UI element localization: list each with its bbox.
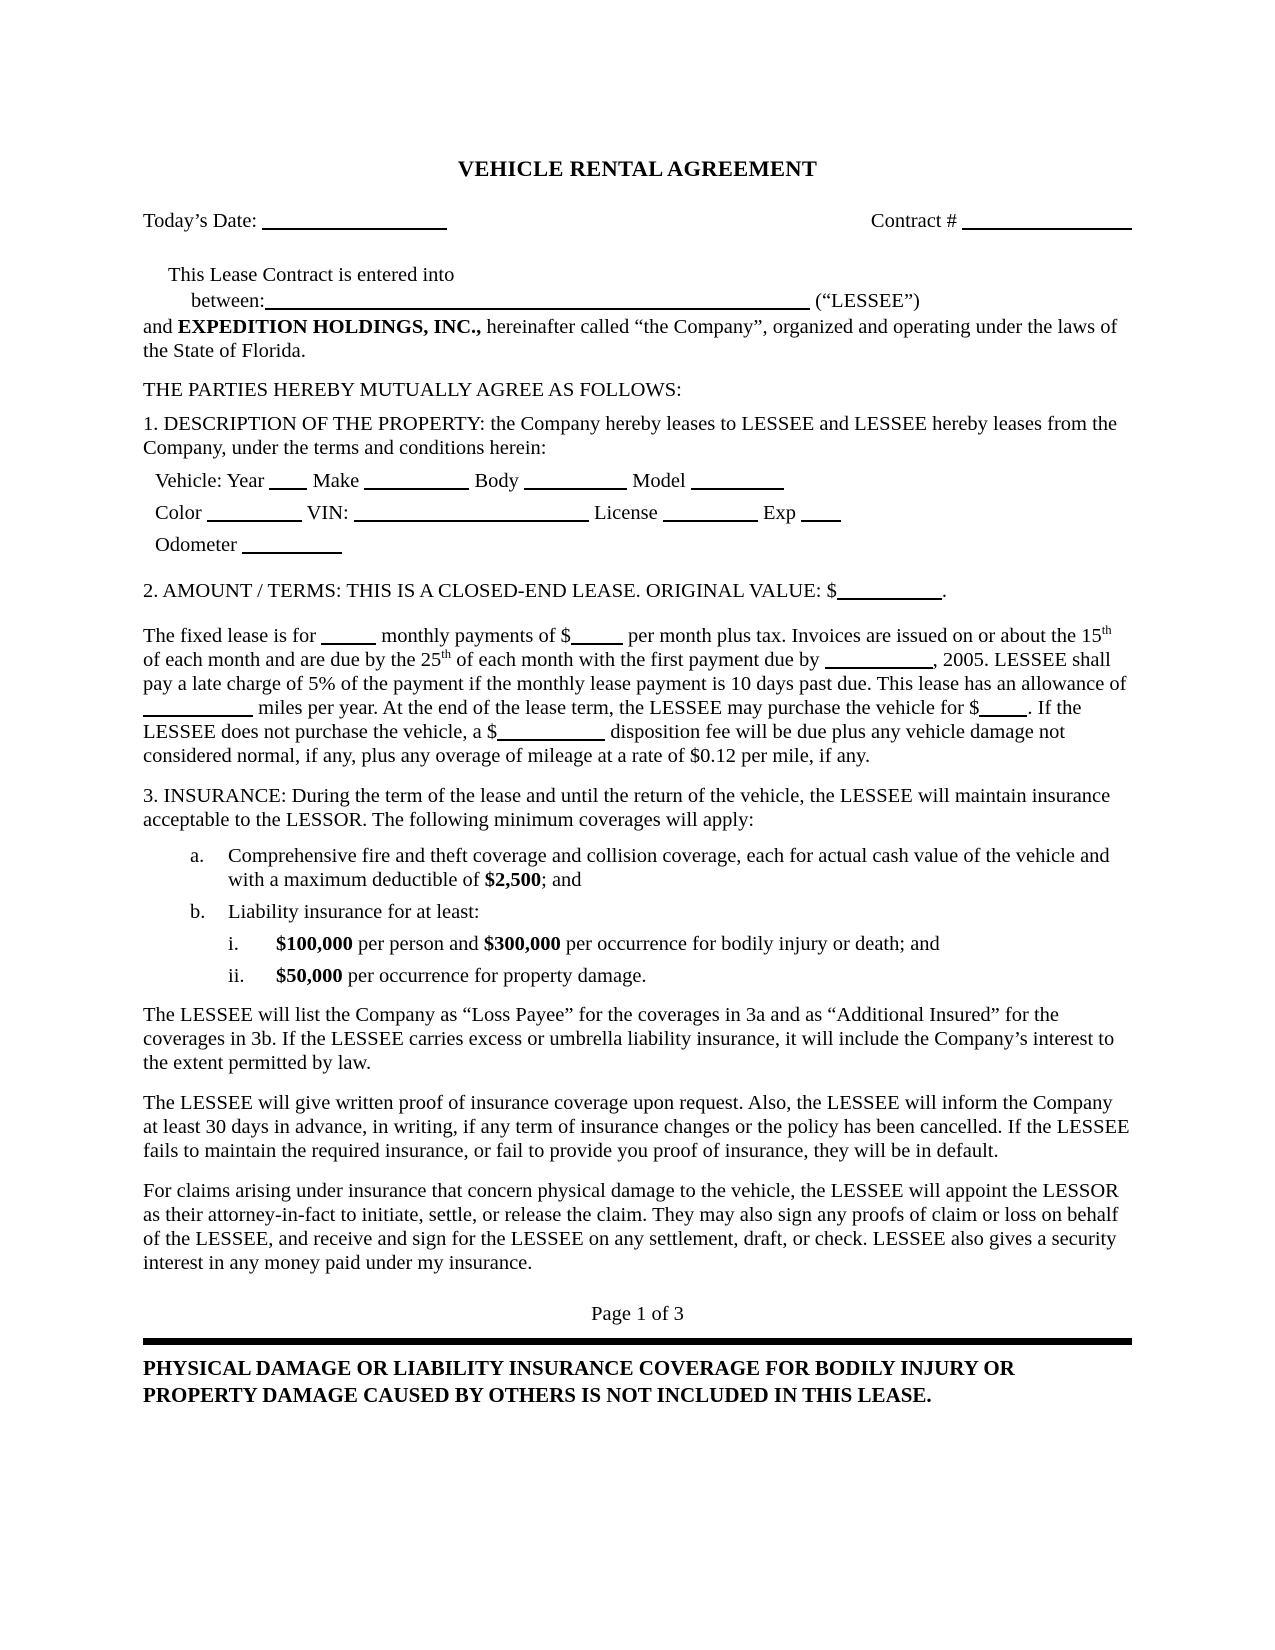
document-title: VEHICLE RENTAL AGREEMENT [457, 156, 818, 181]
text-run: . If the LESSEE does not purchase the vehicle, a $ [143, 697, 1082, 743]
today-date-label: Today’s Date: [143, 210, 258, 232]
page-number-indicator: Page 1 of 3 [591, 1303, 684, 1325]
fill-in-blank [497, 727, 605, 741]
text-run: between: [191, 290, 265, 312]
color-vin-fields-line [155, 501, 1132, 525]
text-run: ; and [541, 869, 582, 891]
list-item-a-marker: a. [190, 845, 205, 867]
text-run: of each month with the first payment due by [451, 649, 825, 671]
list-item-a-text [228, 844, 1132, 892]
fill-in-blank [207, 508, 302, 522]
header-row [143, 209, 1132, 233]
proof-of-insurance-paragraph: The LESSEE will give written proof of insurance coverage upon request. Also, the LESSEE will inform the Company at least 30 days in advance, in writing, if any term of insurance changes or the policy has been cancelled. If the LESSEE fails to maintain the required insurance, or fail to provide you proof of insurance, they will be in default. [143, 1092, 1130, 1162]
fill-in-blank [242, 540, 342, 554]
text-run: per person and [352, 933, 484, 955]
contract-number-label: Contract # [870, 210, 957, 232]
footer-notice-text: PHYSICAL DAMAGE OR LIABILITY INSURANCE COVERAGE FOR BODILY INJURY OR PROPERTY DAMAGE CAUSED BY OTHERS IS NOT INCLUDED IN THIS LEASE. [143, 1356, 1015, 1407]
list-indent [143, 932, 228, 956]
text-run: Odometer [155, 534, 243, 556]
fill-in-blank [663, 508, 758, 522]
odometer-field-line [155, 533, 1132, 557]
text-run: hereinafter called “the Company”, organized and operating under the laws of the State of Florida. [143, 316, 1118, 362]
list-indent [143, 900, 190, 924]
text-run: (“LESSEE”) [810, 290, 920, 312]
text-run: Liability insurance for at least: [228, 901, 480, 923]
text-run: per month plus tax. Invoices are issued on or about the 15 [622, 625, 1102, 647]
superscript-text: th [1101, 623, 1112, 638]
list-item-ii-marker: ii. [228, 965, 245, 987]
vehicle-fields-line [155, 469, 1132, 493]
list-indent [143, 844, 190, 892]
parties-agree-line: THE PARTIES HEREBY MUTUALLY AGREE AS FOLLOWS: [143, 379, 682, 401]
fill-in-blank [691, 476, 784, 490]
section1-heading: 1. DESCRIPTION OF THE PROPERTY: the Company hereby leases to LESSEE and LESSEE hereby leases from the Company, under the terms and conditions herein: [143, 413, 1118, 459]
text-run: Model [627, 470, 691, 492]
text-run: per occurrence for property damage. [342, 965, 647, 987]
text-run: , 2005. LESSEE shall pay a late charge of 5% of the payment if the monthly lease payment is 10 days past due. This lease has an allowance of [143, 649, 1127, 695]
fill-in-blank [571, 631, 623, 645]
fill-in-blank [269, 476, 307, 490]
text-run: Color [155, 502, 207, 524]
bold-text: $100,000 [276, 933, 353, 955]
today-date-blank [262, 216, 447, 230]
list-item-ii [143, 964, 1132, 988]
text-run: The fixed lease is for [143, 625, 322, 647]
fill-in-blank [354, 508, 589, 522]
list-indent [143, 964, 228, 988]
text-run: 2. AMOUNT / TERMS: THIS IS A CLOSED-END LEASE. ORIGINAL VALUE: $ [143, 580, 837, 602]
text-run: . [941, 580, 947, 602]
bold-text: $50,000 [276, 965, 343, 987]
list-item-b-text [228, 900, 1132, 924]
text-run: per occurrence for bodily injury or death; and [560, 933, 940, 955]
text-run: License [588, 502, 663, 524]
list-item-b [143, 900, 1132, 924]
company-identification-line [143, 315, 1132, 363]
list-item-i-text [276, 932, 1132, 956]
text-run: Comprehensive fire and theft coverage and collision coverage, each for actual cash value of the vehicle and with a maximum deductible of [228, 845, 1110, 891]
fill-in-blank [265, 296, 810, 310]
text-run: Body [469, 470, 525, 492]
text-run: Exp [757, 502, 802, 524]
text-run: Vehicle: Year [155, 470, 270, 492]
contract-number-blank [962, 216, 1132, 230]
footer-divider-rule [143, 1338, 1132, 1345]
text-run: of each month and are due by the 25 [143, 649, 442, 671]
text-run: miles per year. At the end of the lease term, the LESSEE may purchase the vehicle for $ [253, 697, 980, 719]
section2-terms-paragraph [143, 624, 1132, 768]
fill-in-blank [143, 703, 253, 717]
loss-payee-paragraph: The LESSEE will list the Company as “Loss Payee” for the coverages in 3a and as “Additional Insured” for the coverages in 3b. If the LESSEE carries excess or umbrella liability insurance, it will include the Company’s interest to the extent permitted by law. [143, 1004, 1115, 1074]
bold-text: EXPEDITION HOLDINGS, INC., [177, 316, 482, 338]
today-date-line [143, 209, 447, 233]
text-run: monthly payments of $ [376, 625, 571, 647]
bold-text: $300,000 [483, 933, 561, 955]
fill-in-blank [979, 703, 1027, 717]
section2-heading [143, 579, 1132, 603]
list-item-i [143, 932, 1132, 956]
list-item-b-marker: b. [190, 901, 206, 923]
fill-in-blank [524, 476, 627, 490]
list-item-ii-text [276, 964, 1132, 988]
text-run: VIN: [301, 502, 354, 524]
fill-in-blank [801, 508, 841, 522]
contract-number-line [871, 209, 1132, 233]
fill-in-blank [825, 655, 933, 669]
fill-in-blank [364, 476, 469, 490]
fill-in-blank [321, 631, 376, 645]
section3-heading: 3. INSURANCE: During the term of the lease and until the return of the vehicle, the LESSEE will maintain insurance acceptable to the LESSOR. The following minimum coverages will apply: [143, 785, 1111, 831]
text-run: and [143, 316, 178, 338]
list-item-a [143, 844, 1132, 892]
bold-text: $2,500 [484, 869, 542, 891]
text-run: disposition fee will be due plus any vehicle damage not considered normal, if any, plus any overage of mileage at a rate of $0.12 per mile, if any. [143, 721, 1066, 767]
lessee-between-line [191, 289, 1132, 313]
fill-in-blank [837, 586, 942, 600]
superscript-text: th [441, 647, 452, 662]
list-item-i-marker: i. [228, 933, 239, 955]
text-run: Make [307, 470, 365, 492]
claims-paragraph: For claims arising under insurance that concern physical damage to the vehicle, the LESSEE will appoint the LESSOR as their attorney-in-fact to initiate, settle, or release the claim. They may also sign any proofs of claim or loss on behalf of the LESSEE, and receive and sign for the LESSEE on any settlement, draft, or check. LESSEE also gives a security interest in any money paid under my insurance. [143, 1180, 1119, 1274]
intro-entered-line: This Lease Contract is entered into [168, 264, 455, 286]
